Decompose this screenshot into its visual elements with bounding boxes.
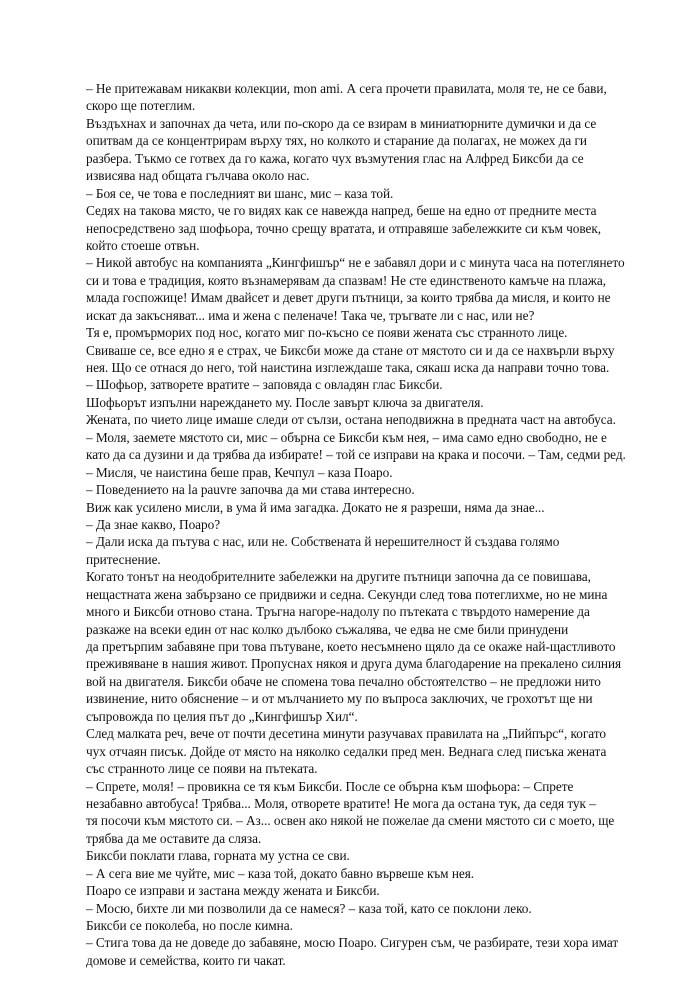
text-line: Жената, по чието лице имаше следи от сълзи, остана неподвижна в предната част на автобуса.	[86, 412, 616, 428]
text-line: – Стига това да не доведе до забавяне, мосю Поаро. Сигурен съм, че разбирате, тези хора имат	[86, 935, 619, 951]
text-line: извисява над общата гълчава около нас.	[86, 168, 310, 184]
text-line: тя посочи към мястото си. – Аз... освен ако някой не пожелае да смени мястото си с моето, ще	[86, 813, 615, 829]
text-line: да претърпим забавяне при това пътуване, което несъмнено щяло да се окаже най-щастливото	[86, 639, 616, 654]
text-line: – А сега вие ме чуйте, мис – каза той, докато бавно вървеше към нея.	[86, 865, 475, 881]
text-line: много и Биксби отново стана. Тръгна нагоре-надолу по пътеката с твърдото намерение да	[86, 604, 590, 620]
text-line: разбера. Тъкмо се готвех да го кажа, когато чух възмутения глас на Алфред Биксби да се	[86, 150, 584, 166]
text-line: млада госпожице! Имам двайсет и девет други пътници, за които трябва да мисля, и които не	[86, 290, 611, 306]
text-line: вой на двигателя. Биксби обаче не спомена това печално обстоятелство – не предложи нито	[86, 673, 601, 689]
text-line: Шофьорът изпълни нареждането му. После завърт ключа за двигателя.	[86, 394, 484, 410]
text-line: съпровожда по целия път до „Кингфишър Хил“.	[86, 708, 358, 724]
text-line: – Мисля, че наистина беше прав, Кечпул – каза Поаро.	[86, 464, 393, 480]
text-line: като да са дузини и да трябва да избирате! – той се изправи на крака и посочи. – Там, седми ред.	[86, 447, 626, 463]
text-line: искат да закъсняват... има и жена с пеленаче! Така че, тръгвате ли с нас, или не?	[86, 307, 535, 323]
text-line: Седях на такова място, че го видях как се навежда напред, беше на едно от предните места	[86, 203, 597, 219]
text-line: Тя е, промърморих под нос, когато миг по-късно се появи жената със странното лице.	[86, 325, 568, 341]
body-text	[86, 80, 626, 969]
text-line: трябва да ме оставите да сляза.	[86, 830, 262, 846]
text-line: който стоеше отвън.	[86, 237, 200, 253]
text-line: опитвам да се концентрирам върху тях, но колкото и старание да полагах, не можех да ги	[86, 133, 587, 149]
text-line: нея. Що се отнася до него, той наистина изглеждаше така, сякаш иска да направи точно това.	[86, 360, 610, 375]
text-line: Поаро се изправи и застана между жената и Биксби.	[86, 883, 380, 899]
text-line: Виж как усилено мисли, в ума й има загадка. Докато не я разреши, няма да знае...	[86, 499, 545, 515]
text-line: извинение, нито обяснение – и от мълчанието му по въпроса заключих, че грохотът ще ни	[86, 691, 593, 707]
text-line: Въздъхнах и започнах да чета, или по-скоро да се взирам в миниатюрните думички и да се	[86, 115, 597, 131]
text-line: – Не притежавам никакви колекции, mon ami. А сега прочети правилата, моля те, не се бави,	[86, 81, 607, 96]
text-line: – Мосю, бихте ли ми позволили да се намеся? – каза той, като се поклони леко.	[86, 900, 532, 916]
text-line: Свиваше се, все едно я е страх, че Биксби може да стане от мястото си и да се нахвърли върху	[86, 342, 615, 358]
text-line: Биксби се поколеба, но после кимна.	[86, 918, 293, 933]
text-line: След малката реч, вече от почти десетина минути разучавах правилата на „Пийпърс“, когато	[86, 726, 606, 742]
text-line: Когато тонът на неодобрителните забележки на другите пътници започна да се повишава,	[86, 569, 591, 585]
text-line: – Спрете, моля! – провикна се тя към Биксби. После се обърна към шофьора: – Спрете	[86, 778, 574, 794]
text-line: притеснение.	[86, 551, 161, 567]
text-line: – Дали иска да пътува с нас, или не. Собствената й нерешителност й създава голямо	[86, 534, 560, 550]
text-line: – Боя се, че това е последният ви шанс, мис – каза той.	[86, 185, 394, 201]
text-line: – Да знае какво, Поаро?	[86, 516, 221, 532]
text-line: със странното лице се появи на пътеката.	[86, 761, 318, 777]
text-line: непосредствено зад шофьора, точно срещу вратата, и отправяше забележките си към човек,	[86, 220, 602, 236]
text-line: разкаже на всеки един от нас колко дълбоко съжалява, че едва не сме били принудени	[86, 621, 569, 637]
text-line: нещастната жена забързано се придвижи и седна. Секунди след това потеглихме, но не мина	[86, 586, 608, 602]
text-line: преживяване в нашия живот. Пропуснах някоя и друга дума благодарение на прекалено силния	[86, 656, 622, 672]
text-line: домове и семейства, които ги чакат.	[86, 952, 286, 968]
text-line: незабавно автобуса! Трябва... Моля, отворете вратите! Не мога да остана тук, да седя тук –	[86, 795, 596, 811]
text-line: – Моля, заемете мястото си, мис – обърна се Биксби към нея, – има само едно свободно, не е	[86, 429, 607, 445]
text-line: – Поведението на la pauvre започва да ми става интересно.	[86, 482, 415, 498]
text-line: чух отчаян писък. Дойде от място на няколко седалки пред мен. Веднага след писъка жената	[86, 743, 607, 759]
text-line: – Шофьор, затворете вратите – заповяда с овладян глас Биксби.	[86, 377, 443, 393]
text-line: – Никой автобус на компанията „Кингфишър“ не е забавял дори и с минута часа на потеглянето	[86, 255, 625, 271]
text-line: си и това е традиция, която възнамерявам да спазвам! Не сте единственото камъче на плажа,	[86, 272, 607, 288]
text-line: скоро ще потеглим.	[86, 98, 196, 114]
text-line: Биксби поклати глава, горната му устна се сви.	[86, 848, 350, 864]
